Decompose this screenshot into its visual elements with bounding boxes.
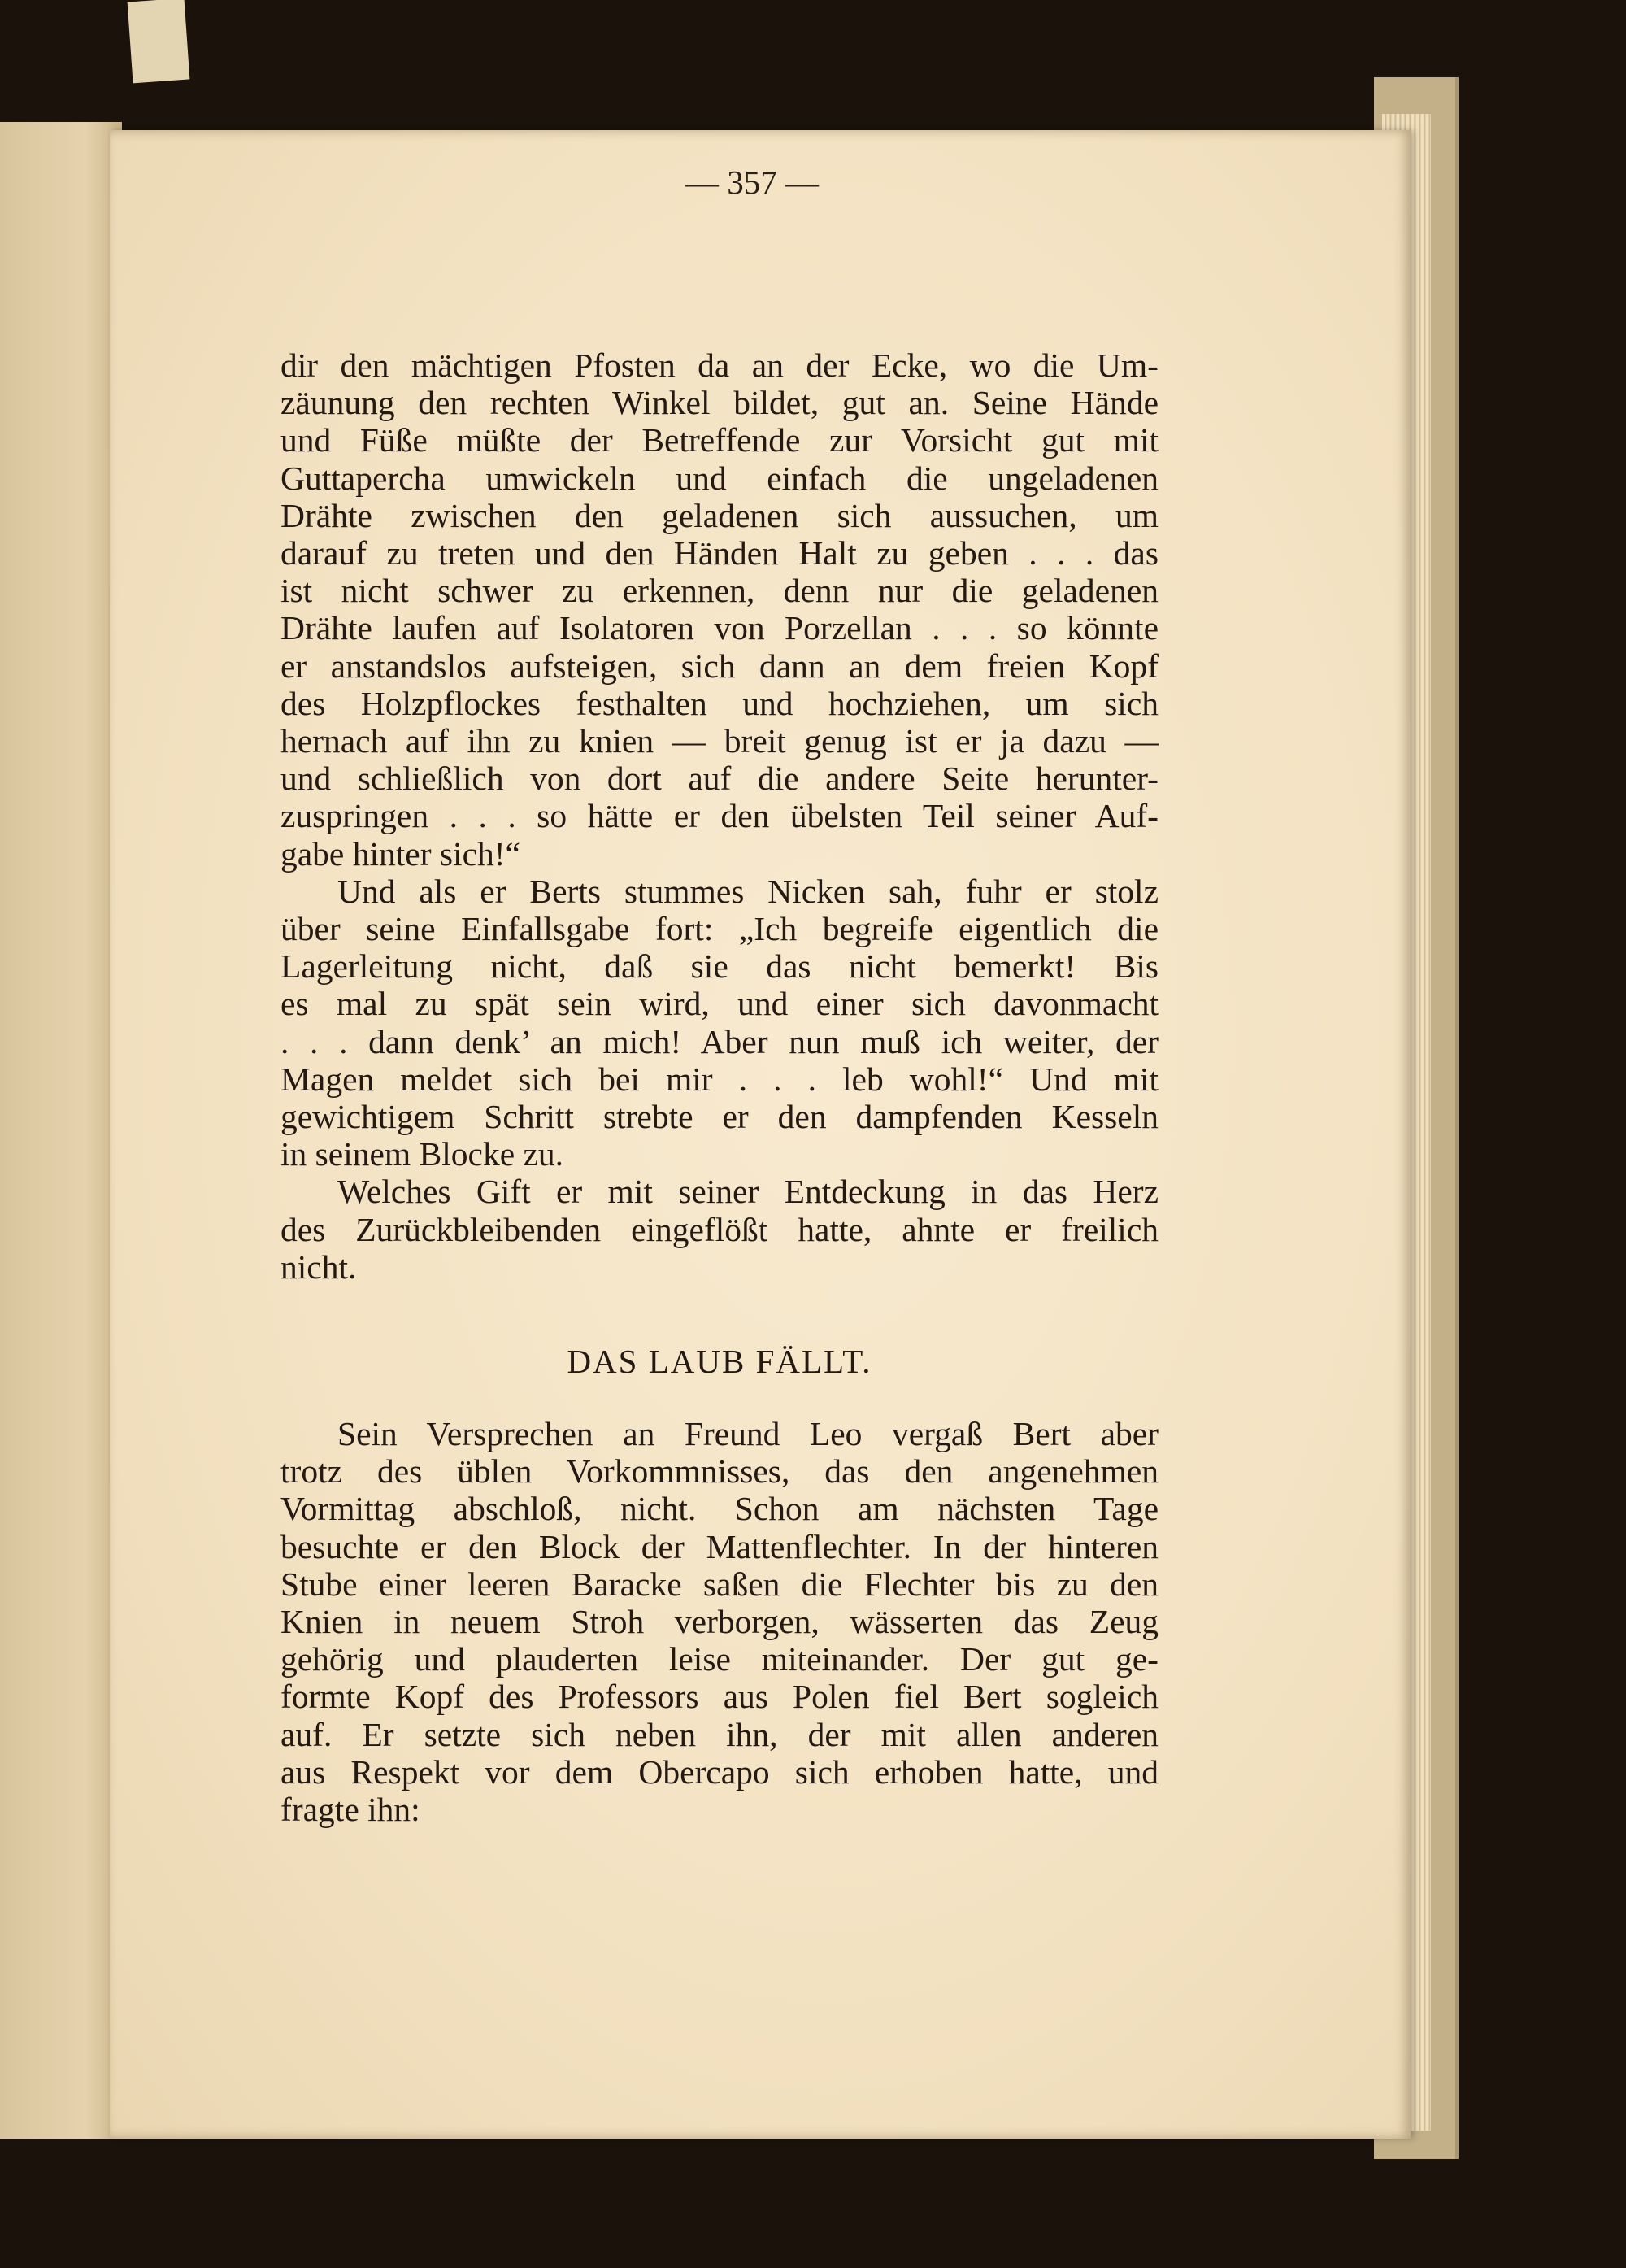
body-text-top: [280, 346, 1159, 1286]
text-line: gewichtigem Schritt strebte er den dampfenden Kesseln: [280, 1098, 1159, 1136]
text-line: aus Respekt vor dem Obercapo sich erhoben hatte, und: [280, 1752, 1159, 1791]
text-line: formte Kopf des Professors aus Polen fiel Bert sogleich: [280, 1678, 1159, 1716]
text-line: in seinem Blocke zu.: [280, 1135, 564, 1173]
text-line: Stube einer leeren Baracke saßen die Flechter bis zu den: [280, 1565, 1159, 1603]
text-line: Und als er Berts stummes Nicken sah, fuhr er stolz: [337, 872, 1159, 910]
text-line: zäunung den rechten Winkel bildet, gut an. Seine Hände: [280, 384, 1159, 422]
text-line: und Füße müßte der Betreffende zur Vorsicht gut mit: [280, 421, 1159, 459]
text-line: er anstandslos aufsteigen, sich dann an dem freien Kopf: [280, 646, 1159, 685]
text-line: gabe hinter sich!“: [280, 834, 520, 873]
text-line: ist nicht schwer zu erkennen, denn nur die geladenen: [280, 572, 1159, 610]
text-line: Vormittag abschloß, nicht. Schon am nächsten Tage: [280, 1490, 1159, 1528]
text-line: Knien in neuem Stroh verborgen, wässerten das Zeug: [280, 1603, 1159, 1641]
text-line: auf. Er setzte sich neben ihn, der mit allen anderen: [280, 1715, 1159, 1753]
text-line: des Holzpflockes festhalten und hochziehen, um sich: [280, 684, 1159, 722]
text-line: des Zurückbleibenden eingeflößt hatte, ahnte er freilich: [280, 1210, 1159, 1248]
text-line: fragte ihn:: [280, 1791, 420, 1829]
text-line: besuchte er den Block der Mattenflechter. In der hinteren: [280, 1527, 1159, 1565]
text-line: es mal zu spät sein wird, und einer sich davonmacht: [280, 985, 1159, 1023]
body-text-bottom: [280, 1415, 1159, 1828]
paper-tab: [128, 0, 190, 83]
text-line: hernach auf ihn zu knien — breit genug ist er ja dazu —: [280, 722, 1159, 760]
text-line: dir den mächtigen Pfosten da an der Ecke, wo die Um-: [280, 346, 1159, 384]
text-line: über seine Einfallsgabe fort: „Ich begreife eigentlich die: [280, 910, 1159, 948]
page-number: — 357 —: [685, 163, 819, 201]
text-line: Drähte zwischen den geladenen sich aussuchen, um: [280, 496, 1159, 534]
text-line: . . . dann denk’ an mich! Aber nun muß ich weiter, der: [280, 1022, 1159, 1060]
section-heading: DAS LAUB FÄLLT.: [567, 1343, 872, 1380]
text-line: gehörig und plauderten leise miteinander. Der gut ge-: [280, 1640, 1159, 1678]
left-page-edge: [0, 122, 122, 2139]
text-line: Welches Gift er mit seiner Entdeckung in das Herz: [337, 1173, 1159, 1211]
text-line: nicht.: [280, 1247, 357, 1286]
text-line: darauf zu treten und den Händen Halt zu geben . . . das: [280, 534, 1159, 572]
text-line: und schließlich von dort auf die andere Seite herunter-: [280, 760, 1159, 798]
text-line: Sein Versprechen an Freund Leo vergaß Bert aber: [337, 1415, 1159, 1452]
text-line: trotz des üblen Vorkommnisses, das den angenehmen: [280, 1452, 1159, 1491]
text-line: Magen meldet sich bei mir . . . leb wohl!“ Und mit: [280, 1060, 1159, 1098]
text-line: zuspringen . . . so hätte er den übelsten Teil seiner Auf-: [280, 797, 1159, 835]
text-line: Drähte laufen auf Isolatoren von Porzellan . . . so könnte: [280, 609, 1159, 647]
text-line: Guttapercha umwickeln und einfach die ungeladenen: [280, 459, 1159, 497]
text-line: Lagerleitung nicht, daß sie das nicht bemerkt! Bis: [280, 947, 1159, 986]
